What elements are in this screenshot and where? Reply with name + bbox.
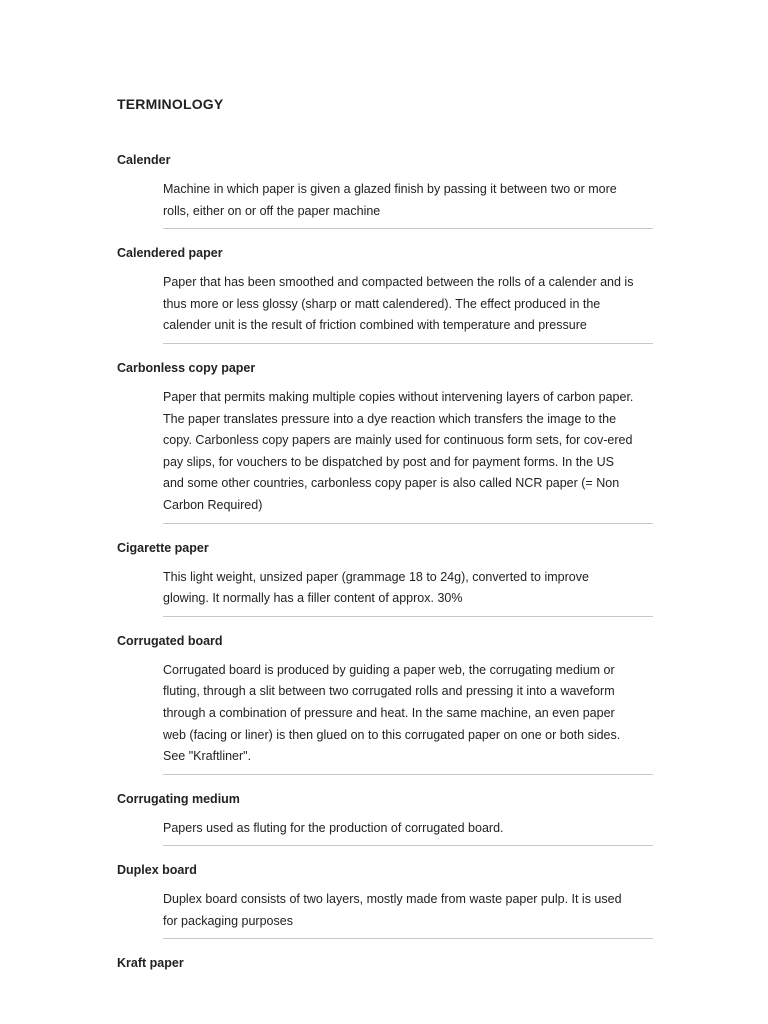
definition-line: This light weight, unsized paper (grammage 18 to 24g), converted to improve [163,569,589,584]
definition-line: through a combination of pressure and heat. In the same machine, an even paper [163,705,615,720]
definition-line: Paper that permits making multiple copies without intervening layers of carbon paper. [163,389,634,404]
term-name: Corrugating medium [117,791,240,806]
term-entry [117,791,653,847]
divider [163,774,653,775]
definition-line: and some other countries, carbonless copy paper is also called NCR paper (= Non [163,476,620,491]
term-definition [163,179,653,222]
term-name: Carbonless copy paper [117,360,256,375]
term-entry [117,633,653,775]
definition-line: thus more or less glossy (sharp or matt calendered). The effect produced in the [163,296,601,311]
term-name: Duplex board [117,863,197,878]
divider [163,938,653,939]
definition-line: Duplex board consists of two layers, mostly made from waste paper pulp. It is used [163,892,622,907]
definition-line: Papers used as fluting for the production of corrugated board. [163,820,504,835]
definition-line: pay slips, for vouchers to be dispatched by post and for payment forms. In the US [163,454,614,469]
definition-line: for packaging purposes [163,913,293,928]
definition-line: rolls, either on or off the paper machine [163,203,381,218]
term-definition [163,272,653,337]
divider [163,343,653,344]
definition-line: web (facing or liner) is then glued on to this corrugated paper on one or both sides. [163,727,621,742]
term-definition [163,387,653,517]
term-entry [117,955,653,972]
definition-line: Paper that has been smoothed and compacted between the rolls of a calender and is [163,275,634,290]
term-definition [163,567,653,610]
term-definition [163,660,653,768]
term-entry [117,245,653,344]
term-entry [117,152,653,229]
term-definition [163,818,653,840]
term-name: Calendered paper [117,246,223,261]
term-name: Kraft paper [117,956,184,971]
definition-line: Carbon Required) [163,497,263,512]
definition-line: Machine in which paper is given a glazed finish by passing it between two or more [163,182,617,196]
definition-line: The paper translates pressure into a dye reaction which transfers the image to the [163,411,617,426]
divider [163,523,653,524]
definition-line: See "Kraftliner". [163,749,252,764]
definition-line: copy. Carbonless copy papers are mainly used for continuous form sets, for cov-ered [163,433,633,448]
divider [163,616,653,617]
divider [163,845,653,846]
term-definition [163,889,653,932]
term-name: Calender [117,153,171,167]
page-title: TERMINOLOGY [117,96,224,112]
terminology-list [117,152,653,972]
term-name: Cigarette paper [117,540,209,555]
definition-line: Corrugated board is produced by guiding a paper web, the corrugating medium or [163,662,615,677]
term-entry [117,862,653,939]
definition-line: calender unit is the result of friction combined with temperature and pressure [163,318,587,333]
divider [163,228,653,229]
term-entry [117,540,653,617]
definition-line: fluting, through a slit between two corrugated rolls and pressing it into a waveform [163,684,615,699]
definition-line: glowing. It normally has a filler content of approx. 30% [163,591,463,606]
term-name: Corrugated board [117,633,223,648]
term-entry [117,360,653,524]
